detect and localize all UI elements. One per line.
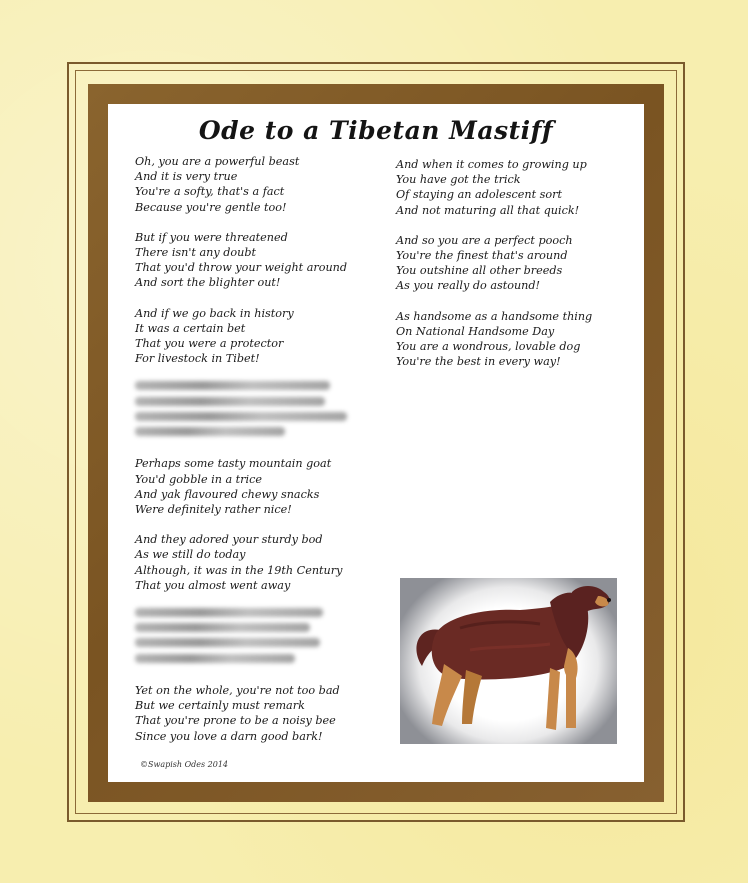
dog-illustration xyxy=(400,578,617,744)
blurred-stanza xyxy=(135,608,375,668)
poem-line: And not maturing all that quick! xyxy=(396,203,580,217)
poem-line: That you're prone to be a noisy bee xyxy=(135,714,336,728)
poem-line: And they adored your sturdy bod xyxy=(135,533,323,547)
poem-line: Although, it was in the 19th Century xyxy=(135,563,343,577)
poem-line: As handsome as a handsome thing xyxy=(396,309,593,323)
poem-line: There isn't any doubt xyxy=(135,246,256,260)
poem-line: It was a certain bet xyxy=(135,321,246,335)
poem-line: And it is very true xyxy=(135,170,238,184)
poem-line: And if we go back in history xyxy=(135,306,294,320)
left-column xyxy=(135,154,375,759)
blurred-stanza xyxy=(135,381,375,441)
stanza xyxy=(396,309,636,370)
stanza xyxy=(396,233,636,294)
blurred-line xyxy=(135,608,323,617)
poem-line: You are a wondrous, lovable dog xyxy=(396,340,581,354)
stanza xyxy=(135,456,375,517)
dog-front-leg xyxy=(566,670,576,728)
blurred-line xyxy=(135,427,285,436)
poem-line: That you were a protector xyxy=(135,337,284,351)
poem-title: Ode to a Tibetan Mastiff xyxy=(198,116,554,145)
poem-line: Since you love a darn good bark! xyxy=(135,729,323,743)
poem-line: You outshine all other breeds xyxy=(396,264,563,278)
dog-nose xyxy=(607,598,611,602)
poem-line: And sort the blighter out! xyxy=(135,276,281,290)
poem-line: You're the best in every way! xyxy=(396,355,561,369)
stanza xyxy=(135,306,375,367)
right-column xyxy=(396,157,636,384)
blurred-line xyxy=(135,638,320,647)
poem-line: And yak flavoured chewy snacks xyxy=(135,487,320,501)
poem-line: You'd gobble in a trice xyxy=(135,472,262,486)
dog-front-leg xyxy=(546,668,560,730)
poem-line: For livestock in Tibet! xyxy=(135,352,260,366)
stanza xyxy=(135,683,375,744)
dog-back-leg xyxy=(432,664,462,726)
blurred-line xyxy=(135,397,325,406)
poem-line: That you almost went away xyxy=(135,578,291,592)
stanza xyxy=(135,532,375,593)
poem-line: You're a softy, that's a fact xyxy=(135,185,285,199)
poem-line: As you really do astound! xyxy=(396,279,541,293)
poem-line: Because you're gentle too! xyxy=(135,200,287,214)
dog-photo xyxy=(400,578,617,744)
stanza xyxy=(135,230,375,291)
poem-line: As we still do today xyxy=(135,548,246,562)
poem-line: That you'd throw your weight around xyxy=(135,261,348,275)
poem-line: You're the finest that's around xyxy=(396,249,568,263)
poem-line: And when it comes to growing up xyxy=(396,158,587,171)
stanza xyxy=(396,157,636,218)
blurred-line xyxy=(135,381,330,390)
poem-line: You have got the trick xyxy=(396,173,521,187)
poem-line: Of staying an adolescent sort xyxy=(396,188,562,202)
blurred-line xyxy=(135,654,295,663)
poem-line: Perhaps some tasty mountain goat xyxy=(135,457,332,471)
blurred-line xyxy=(135,623,310,632)
copyright-notice: ©Swapish Odes 2014 xyxy=(140,760,228,769)
poem-line: Yet on the whole, you're not too bad xyxy=(135,684,340,698)
stanza xyxy=(135,154,375,215)
poem-line: On National Handsome Day xyxy=(396,324,555,338)
blurred-line xyxy=(135,412,347,421)
poem-line: But if you were threatened xyxy=(135,230,288,244)
poem-line: And so you are a perfect pooch xyxy=(396,233,573,247)
poem-line: But we certainly must remark xyxy=(135,699,305,713)
poem-line: Oh, you are a powerful beast xyxy=(135,155,300,168)
poem-line: Were definitely rather nice! xyxy=(135,503,292,517)
